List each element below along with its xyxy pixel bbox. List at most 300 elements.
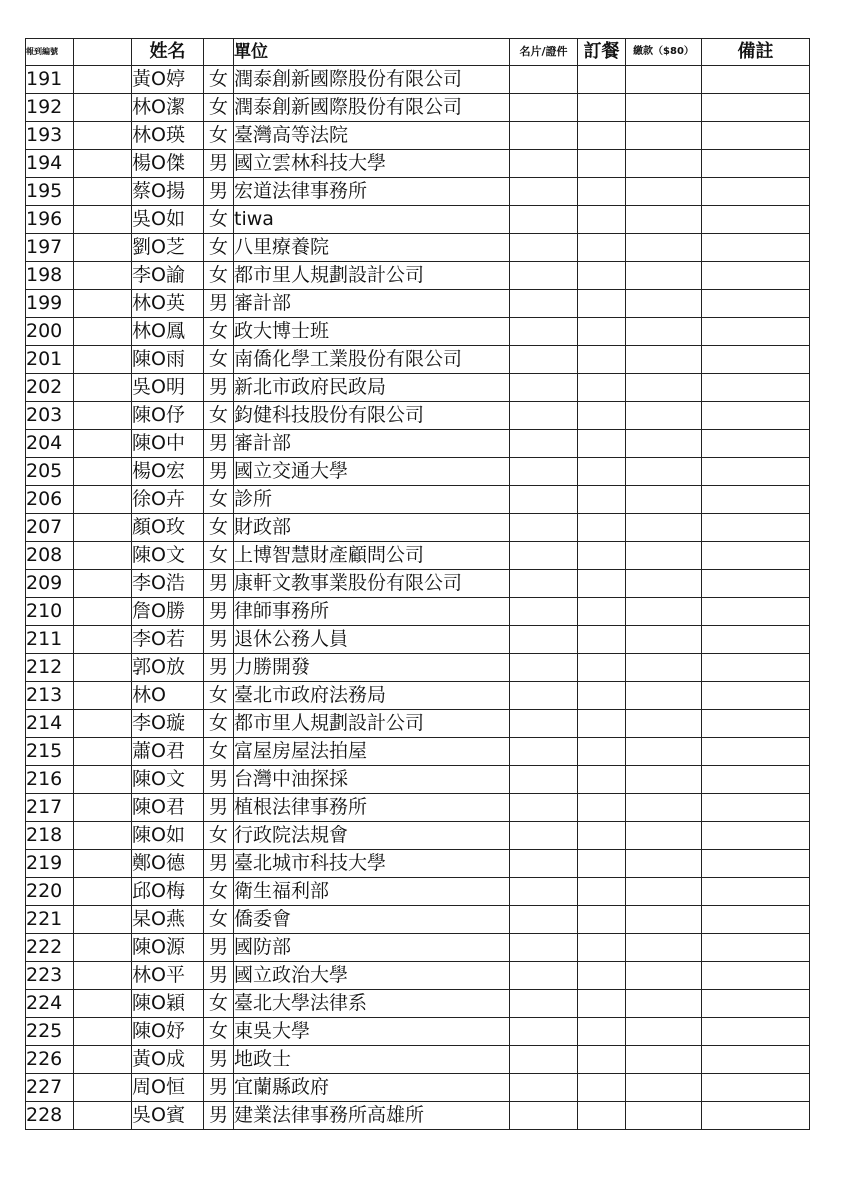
row-number: 212 [26, 654, 74, 682]
row-blank-cell [74, 1046, 132, 1074]
row-sex: 男 [204, 766, 234, 794]
row-unit: 診所 [234, 486, 510, 514]
row-sex: 女 [204, 206, 234, 234]
row-card-cell [510, 878, 578, 906]
table-row [26, 738, 810, 766]
row-note-cell [702, 570, 810, 598]
row-note-cell [702, 710, 810, 738]
row-meal-cell [578, 178, 626, 206]
row-number: 195 [26, 178, 74, 206]
row-sex: 女 [204, 738, 234, 766]
row-unit: 新北市政府民政局 [234, 374, 510, 402]
header-name: 姓名 [132, 39, 204, 66]
row-unit: 潤泰創新國際股份有限公司 [234, 66, 510, 94]
row-note-cell [702, 234, 810, 262]
row-unit: 康軒文教事業股份有限公司 [234, 570, 510, 598]
row-payment-cell [626, 710, 702, 738]
row-name: 吳O賓 [132, 1102, 204, 1130]
row-meal-cell [578, 598, 626, 626]
row-number: 220 [26, 878, 74, 906]
table-row [26, 598, 810, 626]
row-payment-cell [626, 570, 702, 598]
row-name: 楊O宏 [132, 458, 204, 486]
row-sex: 男 [204, 570, 234, 598]
row-meal-cell [578, 878, 626, 906]
row-payment-cell [626, 654, 702, 682]
table-header-row [26, 39, 810, 66]
row-blank-cell [74, 66, 132, 94]
row-sex: 男 [204, 598, 234, 626]
row-unit: 建業法律事務所高雄所 [234, 1102, 510, 1130]
row-payment-cell [626, 850, 702, 878]
row-number: 211 [26, 626, 74, 654]
table-row [26, 878, 810, 906]
row-name: 吳O明 [132, 374, 204, 402]
table-body [26, 66, 810, 1130]
row-note-cell [702, 1102, 810, 1130]
table-row [26, 402, 810, 430]
row-payment-cell [626, 206, 702, 234]
row-note-cell [702, 290, 810, 318]
row-sex: 女 [204, 122, 234, 150]
row-unit: 臺北大學法律系 [234, 990, 510, 1018]
row-card-cell [510, 122, 578, 150]
table-row [26, 66, 810, 94]
row-card-cell [510, 66, 578, 94]
row-card-cell [510, 318, 578, 346]
row-name: 李O璇 [132, 710, 204, 738]
row-meal-cell [578, 682, 626, 710]
row-payment-cell [626, 430, 702, 458]
row-card-cell [510, 682, 578, 710]
table-row [26, 1102, 810, 1130]
row-blank-cell [74, 290, 132, 318]
row-payment-cell [626, 934, 702, 962]
row-blank-cell [74, 318, 132, 346]
row-blank-cell [74, 794, 132, 822]
row-meal-cell [578, 1046, 626, 1074]
row-unit: 行政院法規會 [234, 822, 510, 850]
row-card-cell [510, 542, 578, 570]
attendance-table [25, 38, 810, 1130]
row-payment-cell [626, 1102, 702, 1130]
row-sex: 女 [204, 486, 234, 514]
row-card-cell [510, 458, 578, 486]
row-meal-cell [578, 962, 626, 990]
row-payment-cell [626, 262, 702, 290]
row-payment-cell [626, 822, 702, 850]
row-unit: 政大博士班 [234, 318, 510, 346]
row-note-cell [702, 766, 810, 794]
row-meal-cell [578, 206, 626, 234]
row-unit: 上博智慧財產顧問公司 [234, 542, 510, 570]
row-blank-cell [74, 94, 132, 122]
row-name: 徐O卉 [132, 486, 204, 514]
table-row [26, 374, 810, 402]
table-row [26, 906, 810, 934]
row-number: 207 [26, 514, 74, 542]
row-name: 陳O中 [132, 430, 204, 458]
row-name: 李O浩 [132, 570, 204, 598]
row-payment-cell [626, 318, 702, 346]
row-unit: 僑委會 [234, 906, 510, 934]
row-payment-cell [626, 794, 702, 822]
row-number: 224 [26, 990, 74, 1018]
table-row [26, 262, 810, 290]
row-blank-cell [74, 1018, 132, 1046]
row-name: 林O英 [132, 290, 204, 318]
row-payment-cell [626, 514, 702, 542]
row-sex: 男 [204, 458, 234, 486]
row-name: 林O [132, 682, 204, 710]
row-sex: 男 [204, 1046, 234, 1074]
row-note-cell [702, 626, 810, 654]
row-meal-cell [578, 94, 626, 122]
row-name: 蔡O揚 [132, 178, 204, 206]
row-unit: 宜蘭縣政府 [234, 1074, 510, 1102]
row-number: 203 [26, 402, 74, 430]
row-meal-cell [578, 570, 626, 598]
row-payment-cell [626, 626, 702, 654]
row-card-cell [510, 346, 578, 374]
row-name: 林O鳳 [132, 318, 204, 346]
row-meal-cell [578, 514, 626, 542]
row-unit: 國立政治大學 [234, 962, 510, 990]
row-number: 213 [26, 682, 74, 710]
row-card-cell [510, 962, 578, 990]
row-name: 林O瑛 [132, 122, 204, 150]
row-blank-cell [74, 374, 132, 402]
row-blank-cell [74, 766, 132, 794]
row-card-cell [510, 486, 578, 514]
row-blank-cell [74, 710, 132, 738]
row-note-cell [702, 654, 810, 682]
row-note-cell [702, 150, 810, 178]
row-card-cell [510, 626, 578, 654]
row-number: 209 [26, 570, 74, 598]
row-blank-cell [74, 962, 132, 990]
row-number: 196 [26, 206, 74, 234]
row-name: 陳O穎 [132, 990, 204, 1018]
row-sex: 女 [204, 990, 234, 1018]
row-payment-cell [626, 962, 702, 990]
row-card-cell [510, 934, 578, 962]
row-blank-cell [74, 598, 132, 626]
row-name: 詹O勝 [132, 598, 204, 626]
row-card-cell [510, 1018, 578, 1046]
row-sex: 男 [204, 654, 234, 682]
row-unit: 力勝開發 [234, 654, 510, 682]
row-unit: 審計部 [234, 290, 510, 318]
row-name: 陳O君 [132, 794, 204, 822]
row-payment-cell [626, 542, 702, 570]
row-meal-cell [578, 906, 626, 934]
row-number: 206 [26, 486, 74, 514]
row-note-cell [702, 346, 810, 374]
row-note-cell [702, 66, 810, 94]
row-payment-cell [626, 94, 702, 122]
row-name: 邱O梅 [132, 878, 204, 906]
row-name: 鄭O德 [132, 850, 204, 878]
row-number: 226 [26, 1046, 74, 1074]
row-unit: 地政士 [234, 1046, 510, 1074]
row-payment-cell [626, 346, 702, 374]
row-card-cell [510, 514, 578, 542]
table-row [26, 318, 810, 346]
row-sex: 男 [204, 1102, 234, 1130]
table-row [26, 850, 810, 878]
row-blank-cell [74, 934, 132, 962]
row-blank-cell [74, 262, 132, 290]
table-row [26, 822, 810, 850]
row-note-cell [702, 682, 810, 710]
row-card-cell [510, 794, 578, 822]
table-row [26, 962, 810, 990]
row-payment-cell [626, 906, 702, 934]
row-payment-cell [626, 990, 702, 1018]
row-note-cell [702, 598, 810, 626]
row-meal-cell [578, 66, 626, 94]
row-name: 蕭O君 [132, 738, 204, 766]
row-card-cell [510, 402, 578, 430]
row-name: 劉O芝 [132, 234, 204, 262]
row-name: 黃O成 [132, 1046, 204, 1074]
table-row [26, 1074, 810, 1102]
row-note-cell [702, 430, 810, 458]
table-row [26, 290, 810, 318]
row-meal-cell [578, 542, 626, 570]
row-note-cell [702, 794, 810, 822]
row-blank-cell [74, 542, 132, 570]
row-payment-cell [626, 1074, 702, 1102]
header-meal: 訂餐 [578, 39, 626, 66]
row-card-cell [510, 374, 578, 402]
row-number: 227 [26, 1074, 74, 1102]
row-meal-cell [578, 654, 626, 682]
row-payment-cell [626, 234, 702, 262]
row-payment-cell [626, 878, 702, 906]
row-sex: 女 [204, 262, 234, 290]
row-number: 193 [26, 122, 74, 150]
row-note-cell [702, 262, 810, 290]
table-row [26, 458, 810, 486]
row-note-cell [702, 738, 810, 766]
row-sex: 女 [204, 1018, 234, 1046]
row-blank-cell [74, 1102, 132, 1130]
row-sex: 男 [204, 374, 234, 402]
row-number: 204 [26, 430, 74, 458]
row-card-cell [510, 262, 578, 290]
row-payment-cell [626, 1046, 702, 1074]
row-number: 216 [26, 766, 74, 794]
row-note-cell [702, 850, 810, 878]
row-unit: 臺灣高等法院 [234, 122, 510, 150]
row-meal-cell [578, 794, 626, 822]
row-sex: 女 [204, 682, 234, 710]
row-unit: 衛生福利部 [234, 878, 510, 906]
row-number: 192 [26, 94, 74, 122]
table-row [26, 1018, 810, 1046]
row-payment-cell [626, 402, 702, 430]
header-note: 備註 [702, 39, 810, 66]
row-blank-cell [74, 878, 132, 906]
row-blank-cell [74, 402, 132, 430]
row-payment-cell [626, 1018, 702, 1046]
row-note-cell [702, 122, 810, 150]
row-meal-cell [578, 290, 626, 318]
row-unit: 南僑化學工業股份有限公司 [234, 346, 510, 374]
row-blank-cell [74, 990, 132, 1018]
row-blank-cell [74, 514, 132, 542]
row-name: 黃O婷 [132, 66, 204, 94]
row-number: 202 [26, 374, 74, 402]
row-note-cell [702, 962, 810, 990]
row-sex: 女 [204, 514, 234, 542]
row-meal-cell [578, 402, 626, 430]
row-note-cell [702, 542, 810, 570]
row-unit: 台灣中油探採 [234, 766, 510, 794]
row-card-cell [510, 94, 578, 122]
row-sex: 女 [204, 906, 234, 934]
row-blank-cell [74, 122, 132, 150]
row-sex: 男 [204, 150, 234, 178]
row-card-cell [510, 654, 578, 682]
row-name: 李O若 [132, 626, 204, 654]
row-sex: 女 [204, 234, 234, 262]
row-payment-cell [626, 178, 702, 206]
row-blank-cell [74, 682, 132, 710]
row-number: 201 [26, 346, 74, 374]
row-note-cell [702, 822, 810, 850]
row-name: 陳O如 [132, 822, 204, 850]
row-note-cell [702, 934, 810, 962]
row-meal-cell [578, 710, 626, 738]
header-card: 名片/證件 [510, 39, 578, 66]
row-number: 218 [26, 822, 74, 850]
row-card-cell [510, 990, 578, 1018]
row-payment-cell [626, 738, 702, 766]
row-name: 楊O傑 [132, 150, 204, 178]
header-blank [74, 39, 132, 66]
row-unit: 植根法律事務所 [234, 794, 510, 822]
row-sex: 女 [204, 66, 234, 94]
row-note-cell [702, 374, 810, 402]
header-payment: 繳款（$80） [626, 39, 702, 66]
row-name: 林O潔 [132, 94, 204, 122]
row-payment-cell [626, 458, 702, 486]
row-name: 杲O燕 [132, 906, 204, 934]
row-payment-cell [626, 122, 702, 150]
row-number: 191 [26, 66, 74, 94]
row-meal-cell [578, 850, 626, 878]
row-number: 225 [26, 1018, 74, 1046]
row-blank-cell [74, 654, 132, 682]
row-unit: 國防部 [234, 934, 510, 962]
row-note-cell [702, 1046, 810, 1074]
header-unit: 單位 [234, 39, 510, 66]
row-note-cell [702, 990, 810, 1018]
row-note-cell [702, 486, 810, 514]
row-number: 222 [26, 934, 74, 962]
table-row [26, 570, 810, 598]
row-blank-cell [74, 430, 132, 458]
row-number: 208 [26, 542, 74, 570]
row-card-cell [510, 1102, 578, 1130]
row-payment-cell [626, 66, 702, 94]
row-number: 214 [26, 710, 74, 738]
row-meal-cell [578, 1018, 626, 1046]
row-card-cell [510, 710, 578, 738]
row-meal-cell [578, 822, 626, 850]
row-blank-cell [74, 150, 132, 178]
row-payment-cell [626, 374, 702, 402]
row-unit: 律師事務所 [234, 598, 510, 626]
row-sex: 男 [204, 962, 234, 990]
table-row [26, 94, 810, 122]
row-sex: 男 [204, 626, 234, 654]
row-number: 197 [26, 234, 74, 262]
table-row [26, 346, 810, 374]
row-payment-cell [626, 290, 702, 318]
row-meal-cell [578, 122, 626, 150]
row-number: 198 [26, 262, 74, 290]
row-note-cell [702, 318, 810, 346]
table-row [26, 486, 810, 514]
row-number: 228 [26, 1102, 74, 1130]
row-unit: 審計部 [234, 430, 510, 458]
row-note-cell [702, 878, 810, 906]
row-unit: 宏道法律事務所 [234, 178, 510, 206]
row-meal-cell [578, 374, 626, 402]
row-note-cell [702, 178, 810, 206]
row-meal-cell [578, 234, 626, 262]
row-number: 215 [26, 738, 74, 766]
row-name: 周O恒 [132, 1074, 204, 1102]
row-unit: 東吳大學 [234, 1018, 510, 1046]
row-unit: 臺北城市科技大學 [234, 850, 510, 878]
row-sex: 男 [204, 178, 234, 206]
row-sex: 女 [204, 542, 234, 570]
row-sex: 男 [204, 934, 234, 962]
row-name: 李O諭 [132, 262, 204, 290]
row-card-cell [510, 1046, 578, 1074]
table-row [26, 542, 810, 570]
row-number: 205 [26, 458, 74, 486]
row-note-cell [702, 1074, 810, 1102]
row-unit: 都市里人規劃設計公司 [234, 710, 510, 738]
table-row [26, 626, 810, 654]
row-meal-cell [578, 1074, 626, 1102]
row-meal-cell [578, 626, 626, 654]
row-number: 221 [26, 906, 74, 934]
row-card-cell [510, 150, 578, 178]
row-payment-cell [626, 766, 702, 794]
row-meal-cell [578, 486, 626, 514]
row-sex: 女 [204, 402, 234, 430]
row-sex: 女 [204, 822, 234, 850]
row-meal-cell [578, 458, 626, 486]
row-card-cell [510, 206, 578, 234]
row-meal-cell [578, 262, 626, 290]
row-name: 陳O雨 [132, 346, 204, 374]
row-number: 210 [26, 598, 74, 626]
row-name: 陳O伃 [132, 402, 204, 430]
row-card-cell [510, 570, 578, 598]
table-row [26, 178, 810, 206]
row-name: 郭O放 [132, 654, 204, 682]
table-row [26, 430, 810, 458]
row-blank-cell [74, 346, 132, 374]
